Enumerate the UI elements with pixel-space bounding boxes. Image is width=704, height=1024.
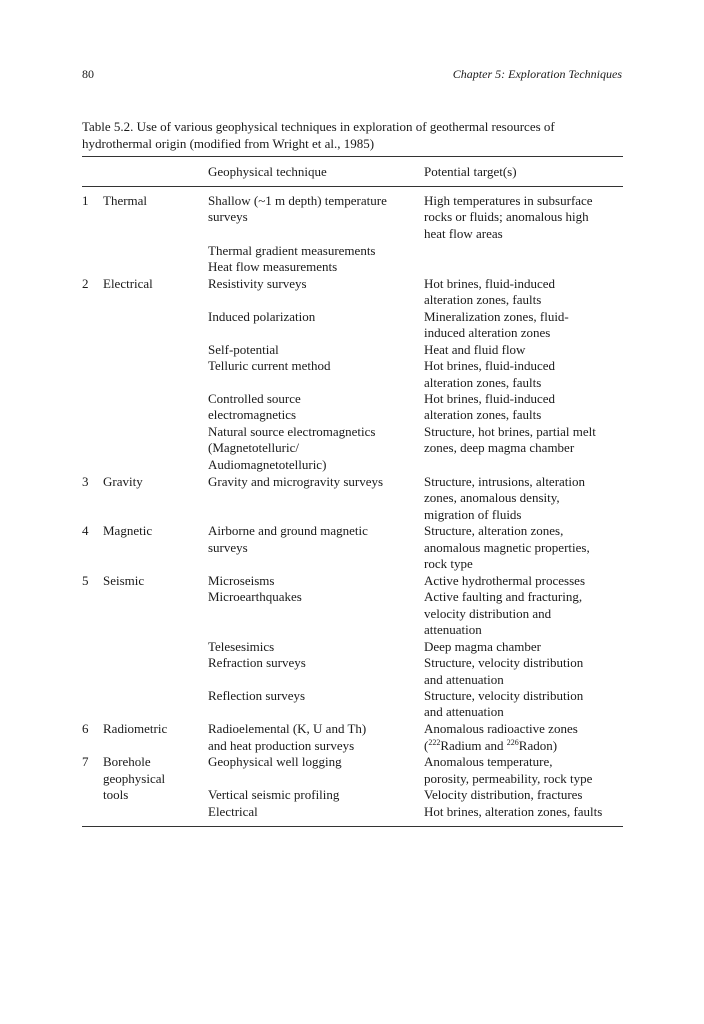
target-cell: Velocity distribution, fractures <box>424 787 583 802</box>
technique-cell: Natural source electromagnetics <box>208 424 376 439</box>
table-header-rule <box>82 186 623 187</box>
technique-cell: Heat flow measurements <box>208 259 338 274</box>
row-category: tools <box>103 787 129 802</box>
target-cell: Mineralization zones, fluid- <box>424 309 569 324</box>
target-cell: rock type <box>424 556 473 571</box>
technique-cell: electromagnetics <box>208 407 297 422</box>
chapter-title: Chapter 5: Exploration Techniques <box>452 67 622 81</box>
isotope-radon: Radon) <box>518 738 558 753</box>
technique-cell: Shallow (~1 m depth) temperature <box>208 193 387 208</box>
row-category: Gravity <box>103 474 143 489</box>
technique-cell: (Magnetotelluric/ <box>208 440 299 455</box>
technique-cell: Controlled source <box>208 391 301 406</box>
technique-cell: Resistivity surveys <box>208 276 307 291</box>
row-number: 1 <box>82 193 89 208</box>
target-cell: and attenuation <box>424 704 504 719</box>
target-cell-isotopes <box>424 738 557 755</box>
target-cell: Structure, alteration zones, <box>424 523 564 538</box>
row-number: 2 <box>82 276 89 291</box>
isotope-mass: 226 <box>506 738 519 747</box>
target-cell: zones, anomalous density, <box>424 490 560 505</box>
technique-cell: Radioelemental (K, U and Th) <box>208 721 367 736</box>
target-cell: zones, deep magma chamber <box>424 440 575 455</box>
target-cell: Deep magma chamber <box>424 639 541 654</box>
target-cell: Anomalous radioactive zones <box>424 721 578 736</box>
target-cell: alteration zones, faults <box>424 375 542 390</box>
row-number: 6 <box>82 721 89 736</box>
row-category: Radiometric <box>103 721 168 736</box>
row-category: Electrical <box>103 276 153 291</box>
row-number: 4 <box>82 523 89 538</box>
column-header-technique: Geophysical technique <box>208 164 327 179</box>
target-cell: Hot brines, fluid-induced <box>424 391 556 406</box>
technique-cell: Telesesimics <box>208 639 275 654</box>
target-cell: migration of fluids <box>424 507 522 522</box>
target-cell: heat flow areas <box>424 226 503 241</box>
technique-cell: Audiomagnetotelluric) <box>208 457 327 472</box>
target-cell: attenuation <box>424 622 482 637</box>
row-category: geophysical <box>103 771 166 786</box>
target-cell: Heat and fluid flow <box>424 342 526 357</box>
table-bottom-rule <box>82 826 623 827</box>
target-cell: rocks or fluids; anomalous high <box>424 209 589 224</box>
row-number: 5 <box>82 573 89 588</box>
technique-cell: Refraction surveys <box>208 655 306 670</box>
target-cell: alteration zones, faults <box>424 292 542 307</box>
row-category: Seismic <box>103 573 145 588</box>
technique-cell: surveys <box>208 540 248 555</box>
row-category: Magnetic <box>103 523 153 538</box>
target-cell: porosity, permeability, rock type <box>424 771 593 786</box>
target-cell: Structure, hot brines, partial melt <box>424 424 596 439</box>
technique-cell: Microseisms <box>208 573 275 588</box>
page-number: 80 <box>82 67 94 81</box>
target-cell: Hot brines, fluid-induced <box>424 358 556 373</box>
target-cell: Active faulting and fracturing, <box>424 589 583 604</box>
technique-cell: Airborne and ground magnetic <box>208 523 368 538</box>
target-cell: Structure, velocity distribution <box>424 655 584 670</box>
column-header-target: Potential target(s) <box>424 164 517 179</box>
table-caption: Table 5.2. Use of various geophysical techniques in exploration of geothermal resources of hydrothermal origin (modified from Wright et al., 1985) <box>82 119 555 151</box>
target-cell: Structure, velocity distribution <box>424 688 584 703</box>
target-cell: velocity distribution and <box>424 606 552 621</box>
target-cell: and attenuation <box>424 672 504 687</box>
target-cell: Anomalous temperature, <box>424 754 553 769</box>
technique-cell: Electrical <box>208 804 258 819</box>
table-top-rule <box>82 156 623 157</box>
target-cell: Structure, intrusions, alteration <box>424 474 586 489</box>
row-category: Borehole <box>103 754 151 769</box>
isotope-mass: 222 <box>428 738 441 747</box>
isotope-open: ( <box>424 738 429 753</box>
row-number: 7 <box>82 754 89 769</box>
technique-cell: Reflection surveys <box>208 688 306 703</box>
isotope-radium: Radium and <box>440 738 507 753</box>
row-number: 3 <box>82 474 89 489</box>
row-category: Thermal <box>103 193 148 208</box>
technique-cell: Induced polarization <box>208 309 316 324</box>
target-cell: Hot brines, alteration zones, faults <box>424 804 603 819</box>
technique-cell: Microearthquakes <box>208 589 302 604</box>
technique-cell: Vertical seismic profiling <box>208 787 340 802</box>
technique-cell: Thermal gradient measurements <box>208 243 376 258</box>
target-cell: alteration zones, faults <box>424 407 542 422</box>
technique-cell: Self-potential <box>208 342 279 357</box>
target-cell: anomalous magnetic properties, <box>424 540 590 555</box>
target-cell: Active hydrothermal processes <box>424 573 586 588</box>
technique-cell: Telluric current method <box>208 358 331 373</box>
target-cell: High temperatures in subsurface <box>424 193 593 208</box>
target-cell: induced alteration zones <box>424 325 551 340</box>
target-cell: Hot brines, fluid-induced <box>424 276 556 291</box>
technique-cell: Gravity and microgravity surveys <box>208 474 384 489</box>
technique-cell: Geophysical well logging <box>208 754 342 769</box>
technique-cell: and heat production surveys <box>208 738 355 753</box>
technique-cell: surveys <box>208 209 248 224</box>
